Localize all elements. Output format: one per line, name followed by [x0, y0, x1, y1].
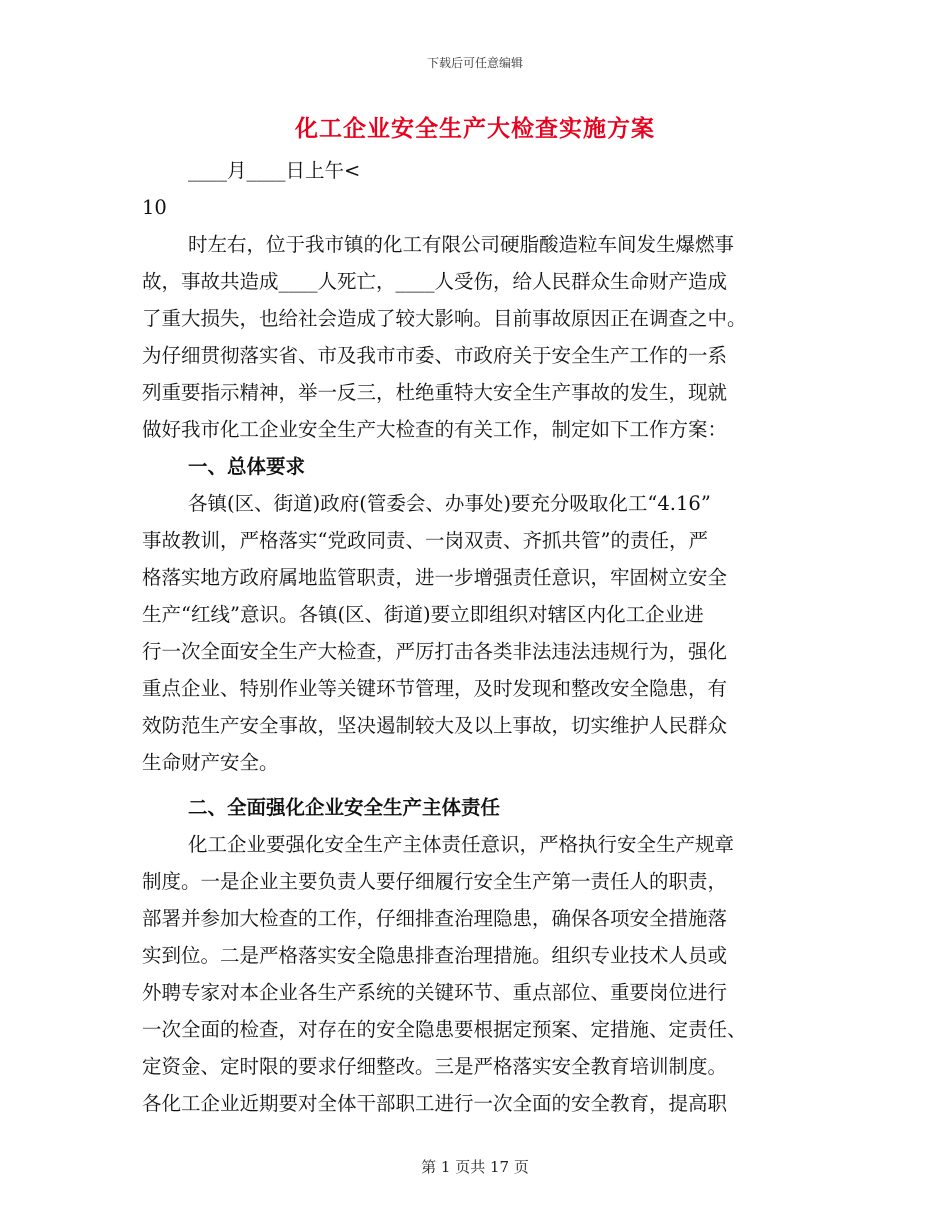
body-line: 事故教训，严格落实“党政同责、一岗双责、齐抓共管”的责任，严: [142, 529, 708, 552]
body-line: 制度。一是企业主要负责人要仔细履行安全生产第一责任人的职责，: [142, 870, 728, 893]
document-title: 化工企业安全生产大检查实施方案: [295, 115, 655, 142]
body-line: 了重大损失，也给社会造成了较大影响。目前事故原因正在调查之中。: [142, 307, 747, 330]
section-heading-2: 二、全面强化企业安全生产主体责任: [188, 796, 501, 819]
body-line: 行一次全面安全生产大检查，严厉打击各类非法违法违规行为，强化: [142, 640, 728, 663]
body-line: 时左右，位于我市镇的化工有限公司硬脂酸造粒车间发生爆燃事: [188, 233, 735, 256]
body-line: 效防范生产安全事故，坚决遏制较大及以上事故，切实维护人民群众: [142, 714, 728, 737]
document-body: [142, 152, 810, 1122]
body-line: 为仔细贯彻落实省、市及我市市委、市政府关于安全生产工作的一系: [142, 344, 728, 367]
body-line: 各化工企业近期要对全体干部职工进行一次全面的安全教育，提高职: [142, 1092, 728, 1115]
paragraph-gap: [142, 781, 810, 789]
section-heading-1: 一、总体要求: [188, 455, 306, 478]
body-line: ____月____日上午<: [188, 159, 361, 182]
body-line: 定资金、定时限的要求仔细整改。三是严格落实安全教育培训制度。: [142, 1055, 728, 1078]
body-line: 做好我市化工企业安全生产大检查的有关工作，制定如下工作方案：: [142, 418, 728, 441]
body-line: 各镇(区、街道)政府(管委会、办事处)要充分吸取化工“4.16”: [188, 492, 711, 515]
body-line: 一次全面的检查，对存在的安全隐患要根据定预案、定措施、定责任、: [142, 1018, 747, 1041]
body-line: 外聘专家对本企业各生产系统的关键环节、重点部位、重要岗位进行: [142, 981, 728, 1004]
body-line: 化工企业要强化安全生产主体责任意识，严格执行安全生产规章: [188, 833, 735, 856]
body-line: 实到位。二是严格落实安全隐患排查治理措施。组织专业技术人员或: [142, 944, 728, 967]
body-line: 部署并参加大检查的工作，仔细排查治理隐患，确保各项安全措施落: [142, 907, 728, 930]
page-number: 第 1 页共 17 页: [421, 1158, 529, 1176]
header-note: 下载后可任意编辑: [426, 56, 523, 70]
body-line: 故，事故共造成____人死亡，____人受伤，给人民群众生命财产造成: [142, 270, 728, 293]
body-line: 列重要指示精神，举一反三，杜绝重特大安全生产事故的发生，现就: [142, 381, 728, 404]
body-line: 格落实地方政府属地监管职责，进一步增强责任意识，牢固树立安全: [142, 566, 728, 589]
body-line: 重点企业、特别作业等关键环节管理，及时发现和整改安全隐患，有: [142, 677, 728, 700]
body-line: 生命财产安全。: [142, 751, 279, 774]
body-line: 生产“红线”意识。各镇(区、街道)要立即组织对辖区内化工企业进: [142, 603, 704, 626]
body-line: 10: [142, 196, 167, 219]
